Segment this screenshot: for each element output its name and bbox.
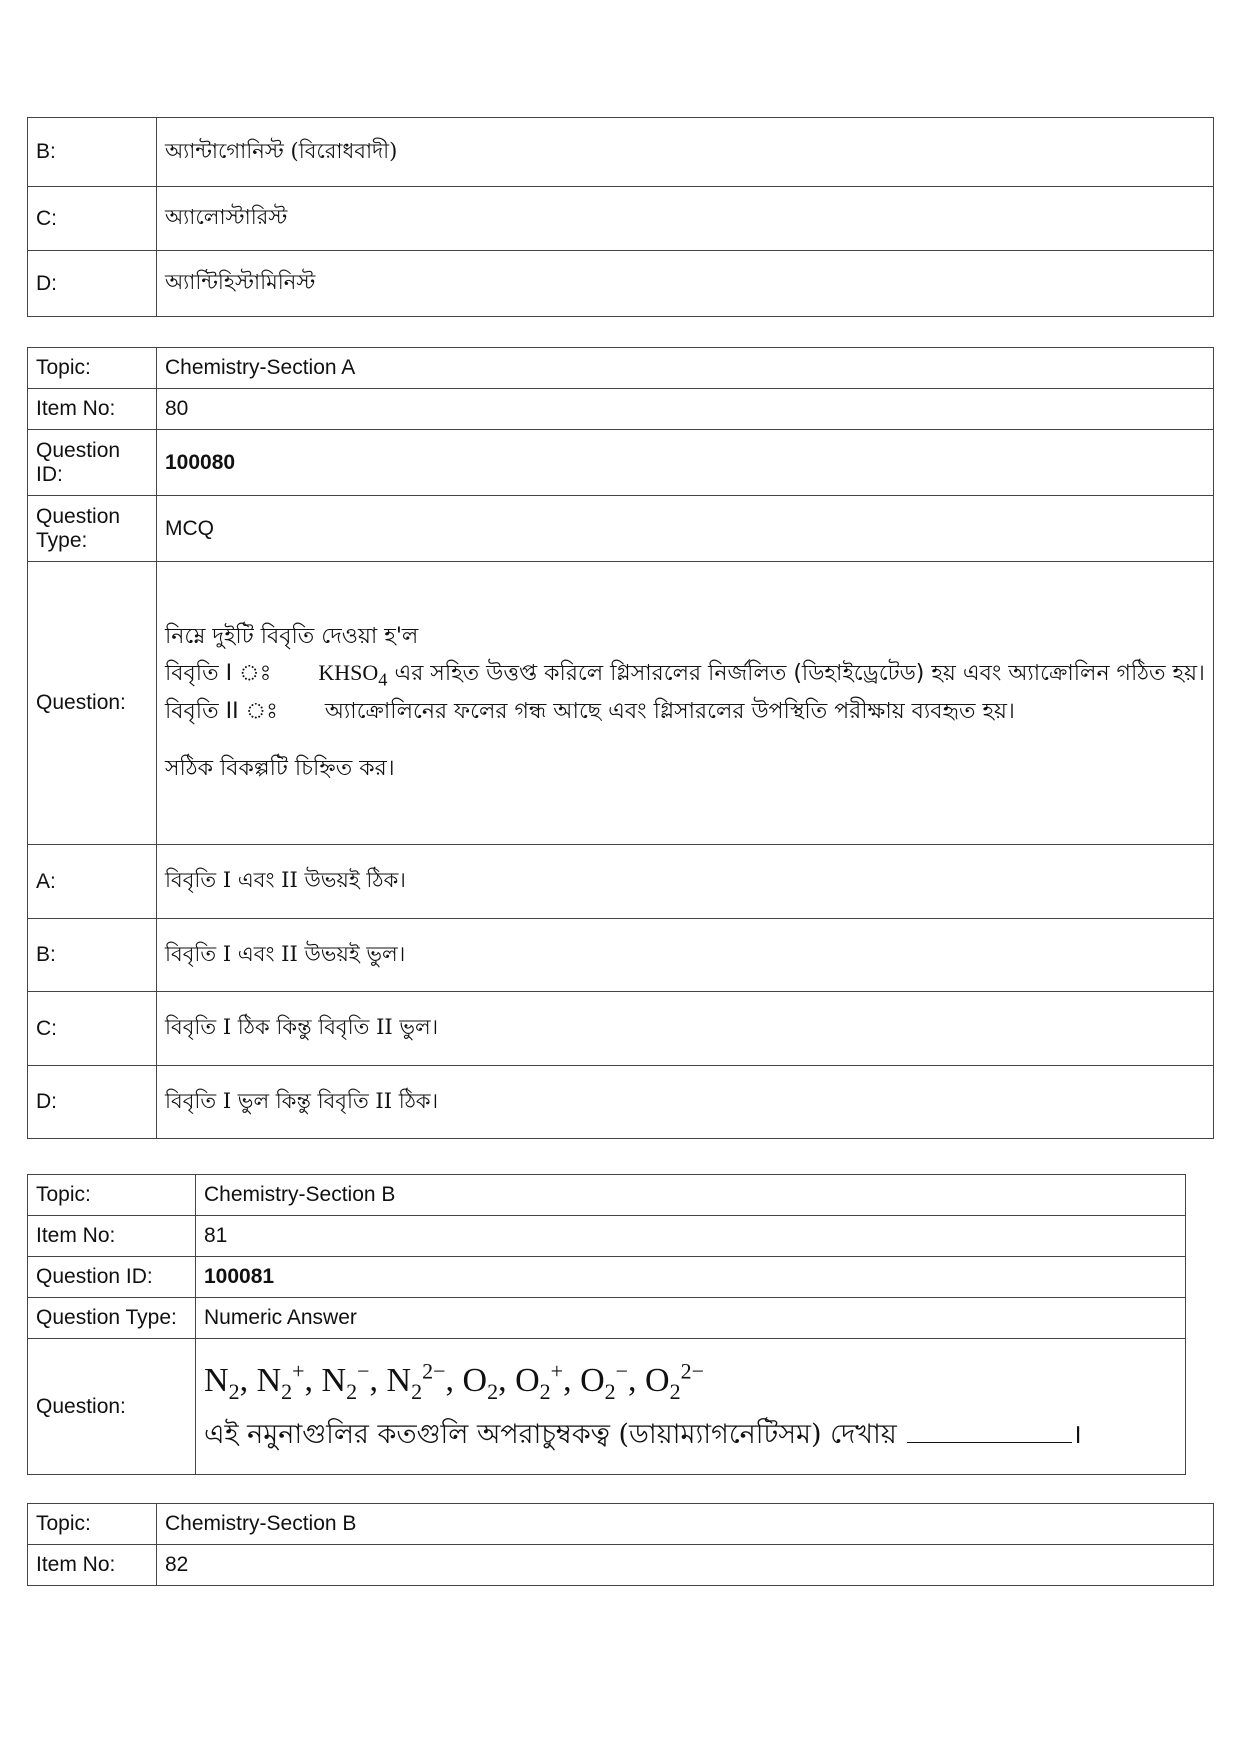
question-body <box>196 1339 1186 1475</box>
option-key: C: <box>28 992 157 1066</box>
prompt-end: । <box>1071 1418 1083 1450</box>
species-o2-minus: $O_2^-$ <box>580 1358 629 1404</box>
question-type-label: Question Type: <box>28 1298 196 1339</box>
item-no-value: 82 <box>157 1545 1214 1586</box>
item-no-label: Item No: <box>28 1545 157 1586</box>
statement-1 <box>165 655 1205 695</box>
topic-label: Topic: <box>28 1175 196 1216</box>
species-o2-plus: $O_2^+$ <box>515 1358 564 1404</box>
item-no-value: 80 <box>157 389 1214 430</box>
option-key: B: <box>28 919 157 992</box>
question-type-label: Question Type: <box>28 496 157 562</box>
question-label: Question: <box>28 1339 196 1475</box>
option-key: B: <box>28 118 157 187</box>
option-key: C: <box>28 187 157 251</box>
question-table-80 <box>27 347 1214 1139</box>
question-prompt <box>204 1414 1177 1459</box>
species-o2: $O_2$ <box>462 1361 499 1404</box>
option-d-text: বিবৃতি I ভুল কিন্তু বিবৃতি II ঠিক। <box>157 1066 1214 1139</box>
topic-label: Topic: <box>28 348 157 389</box>
question-id-label: Question ID: <box>28 430 157 496</box>
question-label: Question: <box>28 562 157 845</box>
species-n2-plus: $N_2^+$ <box>256 1358 305 1404</box>
option-text: অ্যান্টাগোনিস্ট (বিরোধবাদী) <box>157 118 1214 187</box>
species-o2-2minus: $O_2^{2-}$ <box>645 1358 705 1404</box>
question-id-text: 100081 <box>204 1265 275 1288</box>
topic-value: Chemistry-Section B <box>157 1504 1214 1545</box>
question-instruction: সঠিক বিকল্পটি চিহ্নিত কর। <box>165 756 395 782</box>
item-no-value: 81 <box>196 1216 1186 1257</box>
species-n2-minus: $N_2^-$ <box>321 1358 370 1404</box>
statement-2-text: অ্যাক্রোলিনের ফলের গন্ধ আছে এবং গ্লিসারলের উপস্থিতি পরীক্ষায় ব্যবহৃত হয়। <box>324 699 1015 725</box>
options-table-79 <box>27 117 1214 317</box>
question-intro: নিম্নে দুইটি বিবৃতি দেওয়া হ'ল <box>165 624 419 650</box>
option-b-text: বিবৃতি I এবং II উভয়ই ভুল। <box>157 919 1214 992</box>
formula-main: KHSO <box>318 659 379 685</box>
option-key: A: <box>28 845 157 919</box>
option-key: D: <box>28 1066 157 1139</box>
topic-label: Topic: <box>28 1504 157 1545</box>
question-table-81 <box>27 1174 1186 1475</box>
prompt-text: এই নমুনাগুলির কতগুলি অপরাচুম্বকত্ব (ডায়াম্যাগনেটিসম) দেখায় <box>204 1418 897 1450</box>
statement-2 <box>165 694 1205 729</box>
item-no-label: Item No: <box>28 389 157 430</box>
question-table-82 <box>27 1503 1214 1586</box>
statement-2-label: বিবৃতি II ঃ <box>165 699 278 725</box>
answer-blank <box>907 1414 1072 1443</box>
species-list: $N_2$, $N_2^+$, $N_2^-$, $N_2^{2-}$, $O_2$, $O_2^+$, $O_2^-$, $O_2^{2-}$ <box>204 1358 705 1404</box>
topic-value: Chemistry-Section B <box>196 1175 1186 1216</box>
option-text: অ্যান্টিহিস্টামিনিস্ট <box>157 251 1214 317</box>
question-id-label: Question ID: <box>28 1257 196 1298</box>
question-id-value <box>196 1257 1186 1298</box>
option-a-text: বিবৃতি I এবং II উভয়ই ঠিক। <box>157 845 1214 919</box>
question-type-value: Numeric Answer <box>196 1298 1186 1339</box>
option-c-text: বিবৃতি I ঠিক কিন্তু বিবৃতি II ভুল। <box>157 992 1214 1066</box>
question-type-value: MCQ <box>157 496 1214 562</box>
species-n2: $N_2$ <box>204 1361 240 1404</box>
question-id-text: 100080 <box>165 450 236 474</box>
option-key: D: <box>28 251 157 317</box>
question-body <box>157 562 1214 845</box>
question-id-value <box>157 430 1214 496</box>
formula-subscript: 4 <box>378 668 388 689</box>
formula-khso4 <box>318 659 388 689</box>
option-text: অ্যালোস্টারিস্ট <box>157 187 1214 251</box>
item-no-label: Item No: <box>28 1216 196 1257</box>
statement-1-label: বিবৃতি I ঃ <box>165 660 272 686</box>
species-n2-2minus: $N_2^{2-}$ <box>386 1358 446 1404</box>
statement-1-text: এর সহিত উত্তপ্ত করিলে গ্লিসারলের নির্জলিত (ডিহাইড্রেটেড) হয় এবং অ্যাক্রোলিন গঠিত হয়। <box>394 660 1205 686</box>
topic-value: Chemistry-Section A <box>157 348 1214 389</box>
